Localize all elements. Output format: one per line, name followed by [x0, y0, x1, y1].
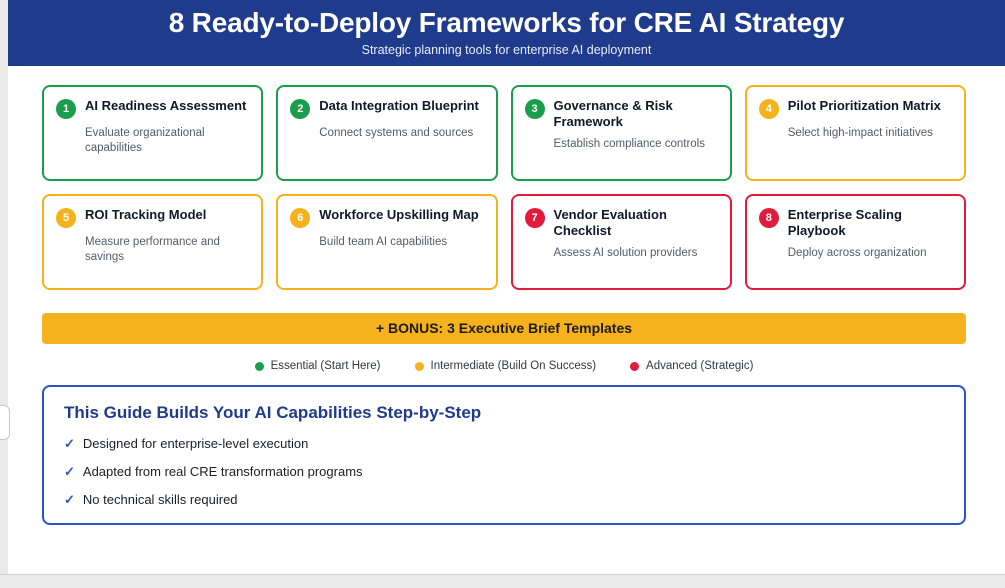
check-icon: ✓ [64, 492, 75, 507]
framework-card-3[interactable] [511, 85, 732, 181]
summary-title: This Guide Builds Your AI Capabilities Step-by-Step [64, 403, 482, 422]
framework-card-7[interactable] [511, 194, 732, 290]
card-header [525, 98, 718, 130]
card-description: Measure performance and savings [85, 236, 220, 263]
legend [42, 360, 966, 372]
card-title: Vendor Evaluation Checklist [553, 207, 667, 238]
card-description: Establish compliance controls [553, 138, 705, 150]
card-header [525, 207, 718, 239]
framework-card-4[interactable] [745, 85, 966, 181]
summary-bullet-2 [64, 463, 944, 480]
framework-card-2[interactable] [276, 85, 497, 181]
legend-item-intermediate [415, 360, 597, 372]
card-description: Evaluate organizational capabilities [85, 127, 205, 154]
card-description: Connect systems and sources [319, 127, 474, 139]
card-description: Deploy across organization [787, 247, 927, 259]
legend-label: Essential (Start Here) [270, 360, 381, 372]
card-number-badge: 8 [759, 208, 779, 228]
card-number-badge: 5 [56, 208, 76, 228]
summary-bullet-1 [64, 435, 944, 452]
card-title: Workforce Upskilling Map [319, 207, 479, 222]
card-header [56, 207, 249, 228]
summary-bullet-text: No technical skills required [82, 492, 238, 507]
legend-label: Intermediate (Build On Success) [430, 360, 597, 372]
legend-item-essential [255, 360, 381, 372]
legend-dot-icon [415, 362, 424, 371]
framework-card-6[interactable] [276, 194, 497, 290]
card-header [56, 98, 249, 119]
card-title: Pilot Prioritization Matrix [787, 98, 941, 113]
card-number-badge: 2 [290, 99, 310, 119]
summary-bullet-text: Adapted from real CRE transformation programs [82, 464, 363, 479]
card-title: Governance & Risk Framework [553, 98, 673, 129]
header-banner [8, 0, 1005, 66]
card-number-badge: 1 [56, 99, 76, 119]
card-number-badge: 3 [525, 99, 545, 119]
card-number-badge: 6 [290, 208, 310, 228]
card-description: Assess AI solution providers [553, 247, 698, 259]
summary-bullet-text: Designed for enterprise-level execution [82, 436, 309, 451]
framework-card-8[interactable] [745, 194, 966, 290]
check-icon: ✓ [64, 436, 75, 451]
page-title: 8 Ready-to-Deploy Frameworks for CRE AI Strategy [168, 7, 845, 38]
framework-card-grid [42, 85, 966, 290]
card-title: AI Readiness Assessment [85, 98, 247, 113]
card-number-badge: 4 [759, 99, 779, 119]
card-title: ROI Tracking Model [85, 207, 207, 222]
legend-label: Advanced (Strategic) [646, 360, 754, 372]
card-description: Select high-impact initiatives [787, 127, 933, 139]
card-header [759, 207, 952, 239]
page-subtitle: Strategic planning tools for enterprise AI deployment [361, 43, 652, 57]
card-header [759, 98, 952, 119]
legend-dot-icon [630, 362, 639, 371]
check-icon: ✓ [64, 464, 75, 479]
bonus-banner: + BONUS: 3 Executive Brief Templates [42, 313, 966, 344]
card-header [290, 98, 483, 119]
page-bottom-edge [0, 574, 1005, 588]
summary-bullet-3 [64, 491, 944, 508]
page-left-edge [0, 0, 8, 588]
framework-card-5[interactable] [42, 194, 263, 290]
card-description: Build team AI capabilities [319, 236, 448, 248]
legend-dot-icon [255, 362, 264, 371]
summary-panel [42, 385, 966, 525]
side-tab-handle[interactable] [0, 405, 10, 440]
card-title: Enterprise Scaling Playbook [787, 207, 902, 238]
card-title: Data Integration Blueprint [319, 98, 479, 113]
framework-card-1[interactable] [42, 85, 263, 181]
legend-item-advanced [630, 360, 753, 372]
card-number-badge: 7 [525, 208, 545, 228]
card-header [290, 207, 483, 228]
